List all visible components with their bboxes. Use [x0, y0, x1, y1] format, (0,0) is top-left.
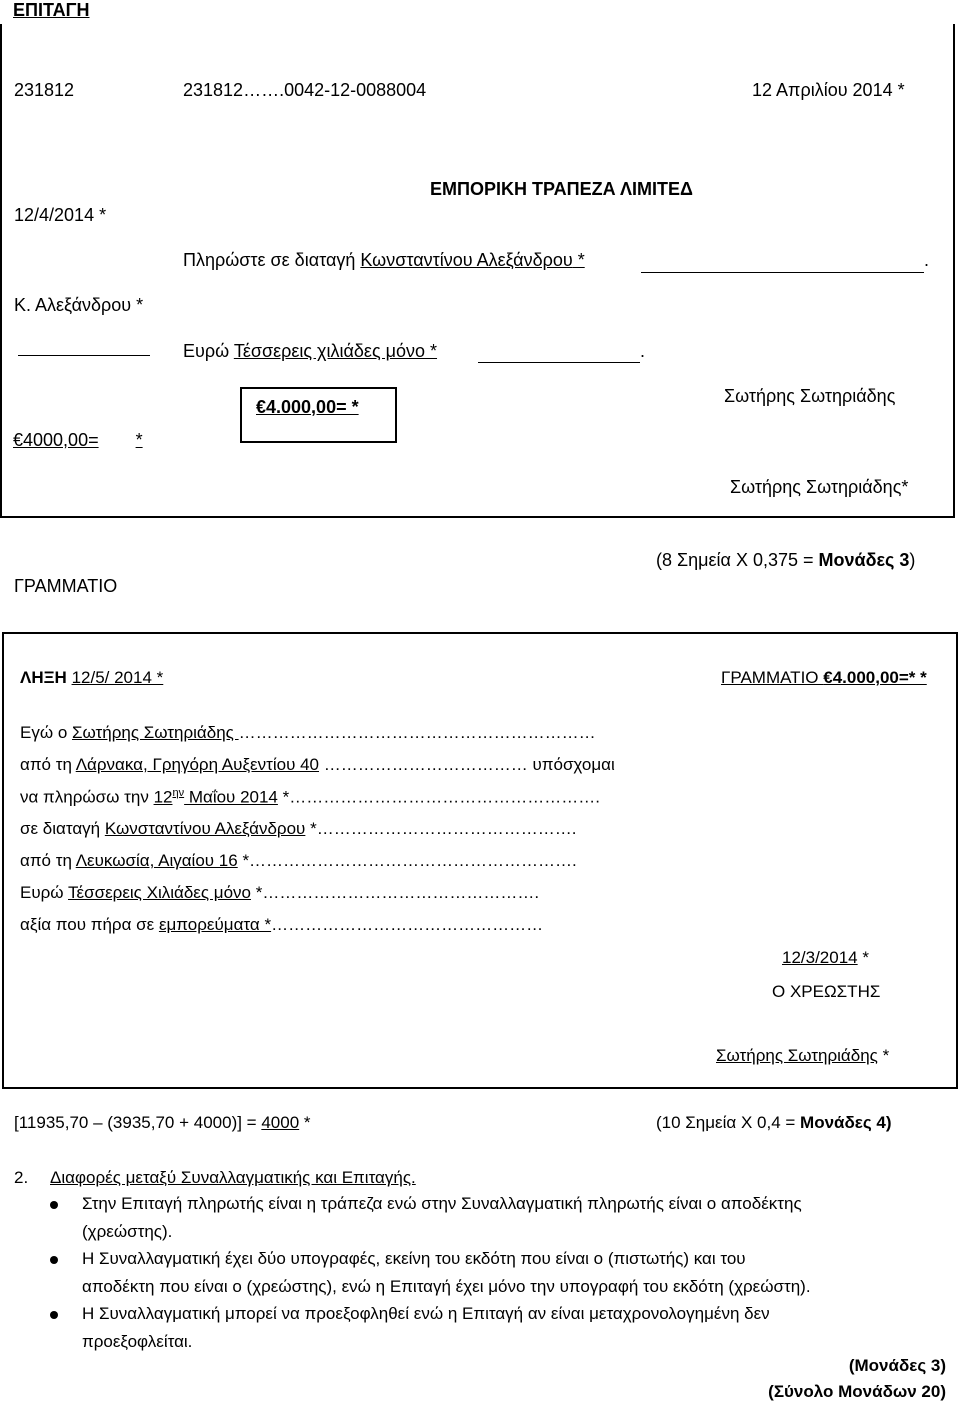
due-label: ΛΗΞΗ [20, 668, 72, 687]
note-line-4: σε διαταγή Κωνσταντίνου Αλεξάνδρου *………………………………………. [20, 819, 577, 838]
drawer-signature-2: Σωτήρης Σωτηριάδης* [730, 477, 909, 497]
stub-amount [13, 430, 143, 451]
drawer-signature: Σωτήρης Σωτηριάδης [724, 386, 896, 406]
pay-order-rule [641, 272, 924, 273]
calculation: [11935,70 – (3935,70 + 4000)] = 4000 * [14, 1113, 311, 1132]
stub-number: 231812 [14, 80, 75, 100]
words-prefix: Ευρώ [183, 341, 234, 361]
score-1-text: (8 Σημεία Χ 0,375 = [656, 550, 819, 570]
section-2-number: 2. [14, 1168, 29, 1187]
note-line-1: Εγώ ο Σωτήρης Σωτηριάδης ……………………………………………………… [20, 723, 596, 742]
bullet-icon [50, 1201, 58, 1209]
note-date: 12/3/2014 * [782, 948, 869, 967]
note-right-label: ΓΡΑΜΜΑΤΙΟ [721, 668, 824, 687]
stub-rule [18, 355, 150, 356]
score-2: (10 Σημεία Χ 0,4 = Μονάδες 4) [656, 1113, 892, 1132]
bullet-2-line-1: Η Συναλλαγματική έχει δύο υπογραφές, εκείνη του εκδότη που είναι ο (πιστωτής) και του [82, 1249, 746, 1268]
note-amount-line [721, 668, 927, 688]
debtor-label: Ο ΧΡΕΩΣΤΗΣ [772, 982, 881, 1001]
pay-prefix: Πληρώστε σε διαταγή [183, 250, 361, 270]
debtor-signature: Σωτήρης Σωτηριάδης * [716, 1046, 890, 1065]
stub-amount-star: * [135, 430, 143, 450]
grammatio-label: ΓΡΑΜΜΑΤΙΟ [14, 576, 118, 596]
note-line-7: αξία που πήρα σε εμπορεύματα *………………………………………… [20, 915, 544, 934]
cheque-date: 12 Απριλίου 2014 * [752, 80, 905, 100]
bank-name: ΕΜΠΟΡΙΚΗ ΤΡΑΠΕΖΑ ΛΙΜΙΤΕΔ [430, 179, 693, 199]
stub-payee: Κ. Αλεξάνδρου * [14, 295, 144, 315]
bullet-1-line-1: Στην Επιταγή πληρωτής είναι η τράπεζα ενώ στην Συναλλαγματική πληρωτής είναι ο αποδέκτης [82, 1194, 802, 1213]
bullet-icon [50, 1256, 58, 1264]
page-title: ΕΠΙΤΑΓΗ [13, 0, 90, 20]
note-line-3: να πληρώσω την $12^{\eta\nu}$ Μαΐου 2014 *………………………………………………. [20, 787, 600, 807]
stub-amount-value: €4000,00= [13, 430, 99, 450]
bullet-3-line-1: Η Συναλλαγματική μπορεί να προεξοφληθεί ενώ η Επιταγή αν είναι μεταχρονολογημένη δεν [82, 1304, 770, 1323]
bullet-3-line-2: προεξοφλείται. [82, 1332, 193, 1351]
bullet-1-line-2: (χρεώστης). [82, 1222, 173, 1241]
amount-figures: €4.000,00= * [256, 397, 359, 417]
total-marks: (Σύνολο Μονάδων 20) [768, 1382, 946, 1401]
score-1-end: ) [909, 550, 916, 570]
amount-words-line [183, 341, 437, 362]
note-amount: €4.000,00=* * [823, 668, 927, 687]
note-line-5: από τη Λευκωσία, Αιγαίου 16 *…………………………………………………. [20, 851, 577, 870]
bullet-icon [50, 1311, 58, 1319]
pay-order-line [183, 250, 585, 271]
due-date: 12/5/ 2014 * [71, 668, 164, 687]
note-line-2: από τη Λάρνακα, Γρηγόρη Αυξεντίου 40 ……………………………… υπόσχομαι [20, 755, 615, 774]
pay-order-end: . [924, 250, 930, 270]
amount-words: Τέσσερεις χιλιάδες μόνο * [233, 341, 438, 361]
words-end: . [640, 341, 646, 361]
payee-name: Κωνσταντίνου Αλεξάνδρου [360, 250, 573, 270]
stub-date: 12/4/2014 * [14, 205, 107, 225]
payee-star: * [572, 250, 585, 270]
section-2-title: Διαφορές μεταξύ Συναλλαγματικής και Επιταγής. [50, 1168, 416, 1187]
score-1-marks: Μονάδες 3 [818, 550, 910, 570]
cheque-number: 231812…….0042-12-0088004 [183, 80, 427, 100]
score-1 [656, 550, 915, 571]
bullet-2-line-2: αποδέκτη που είναι ο (χρεώστης), ενώ η Επιταγή έχει μόνο την υπογραφή του εκδότη (χρεώστη). [82, 1277, 811, 1296]
due-date-line [20, 668, 163, 688]
words-rule [478, 362, 640, 363]
note-line-6: Ευρώ Τέσσερεις Χιλιάδες μόνο *…………………………………………. [20, 883, 540, 902]
section-2-marks: (Μονάδες 3) [848, 1356, 946, 1375]
